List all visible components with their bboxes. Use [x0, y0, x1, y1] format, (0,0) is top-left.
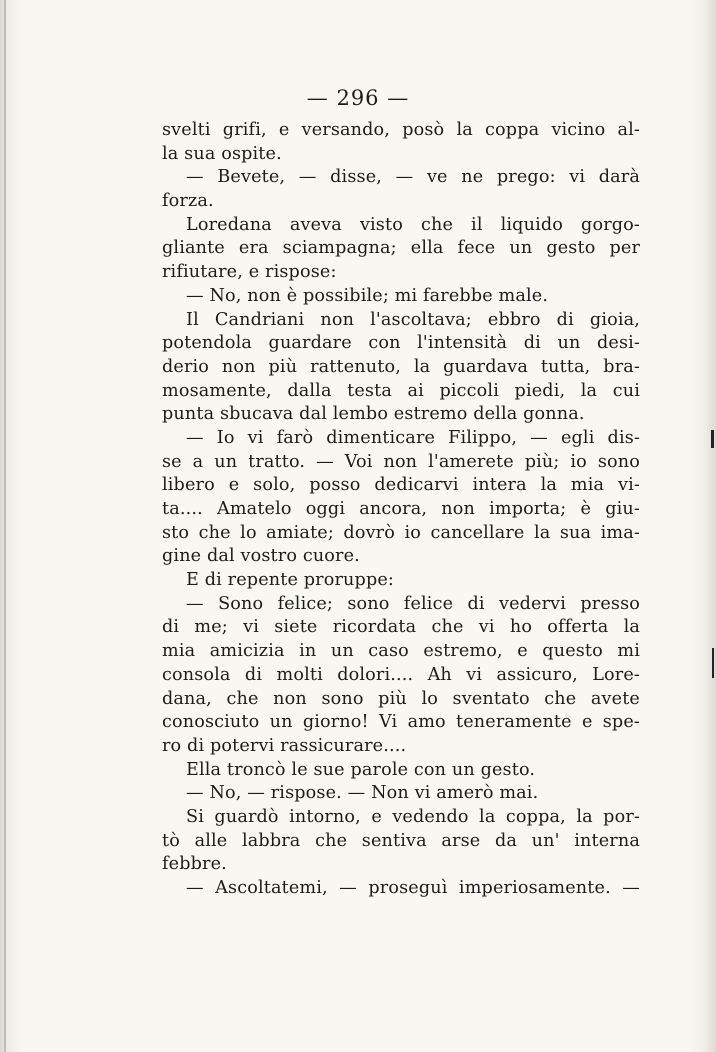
text-line: svelti grifi, e versando, posò la coppa vicino al- [162, 120, 640, 140]
text-line: gliante era sciampagna; ella fece un gesto per [162, 238, 640, 259]
text-line: — No, — rispose. — Non vi amerò mai. [186, 783, 539, 804]
text-line: mia amicizia in un caso estremo, e questo mi [162, 641, 640, 662]
text-line: — Sono felice; sono felice di vedervi presso [186, 593, 640, 614]
page-gutter-shadow [4, 0, 6, 1052]
scan-edge-mark [711, 430, 714, 448]
scan-edge-mark [712, 648, 714, 678]
text-line: E di repente proruppe: [186, 570, 394, 591]
text-line: derio non più rattenuto, la guardava tutta, bra- [162, 356, 640, 377]
text-line: Ella troncò le sue parole con un gesto. [186, 759, 536, 780]
text-line: mosamente, dalla testa ai piccoli piedi, la cui [162, 380, 640, 401]
text-line: la sua ospite. [162, 143, 282, 164]
text-line: tò alle labbra che sentiva arse da un' interna [162, 830, 640, 851]
text-line: Il Candriani non l'ascoltava; ebbro di gioia, [186, 309, 640, 330]
text-line: se a un tratto. — Voi non l'amerete più; io sono [162, 451, 640, 472]
text-line: sto che lo amiate; dovrò io cancellare la sua ima- [162, 522, 640, 543]
text-line: — Ascoltatemi, — proseguì imperiosamente. — [186, 878, 640, 898]
text-line: libero e solo, posso dedicarvi intera la mia vi- [162, 475, 640, 496]
text-line: conosciuto un giorno! Vi amo teneramente e spe- [162, 712, 640, 733]
text-line: dana, che non sono più lo sventato che avete [162, 688, 640, 709]
text-line: Si guardò intorno, e vedendo la coppa, la por- [186, 806, 640, 827]
text-line: Loredana aveva visto che il liquido gorgo- [186, 214, 640, 235]
body-text [162, 119, 640, 901]
text-line: — No, non è possibile; mi farebbe male. [186, 285, 549, 306]
text-line: ro di potervi rassicurare.... [162, 735, 407, 756]
page-number: — 296 — [306, 86, 410, 110]
text-line: — Bevete, — disse, — ve ne prego: vi darà [186, 167, 640, 188]
text-line: gine dal vostro cuore. [162, 546, 360, 567]
text-line: potendola guardare con l'intensità di un desi- [162, 333, 640, 354]
text-line: forza. [162, 191, 214, 212]
text-line: consola di molti dolori.... Ah vi assicuro, Lore- [162, 664, 640, 685]
text-line: ta.... Amatelo oggi ancora, non importa; è giu- [162, 499, 640, 519]
text-line: punta sbucava dal lembo estremo della gonna. [162, 404, 585, 425]
text-line: di me; vi siete ricordata che vi ho offerta la [162, 617, 640, 638]
text-line: febbre. [162, 854, 227, 875]
text-line: rifiutare, e rispose: [162, 262, 337, 283]
text-line: — Io vi farò dimenticare Filippo, — egli dis- [186, 427, 640, 448]
